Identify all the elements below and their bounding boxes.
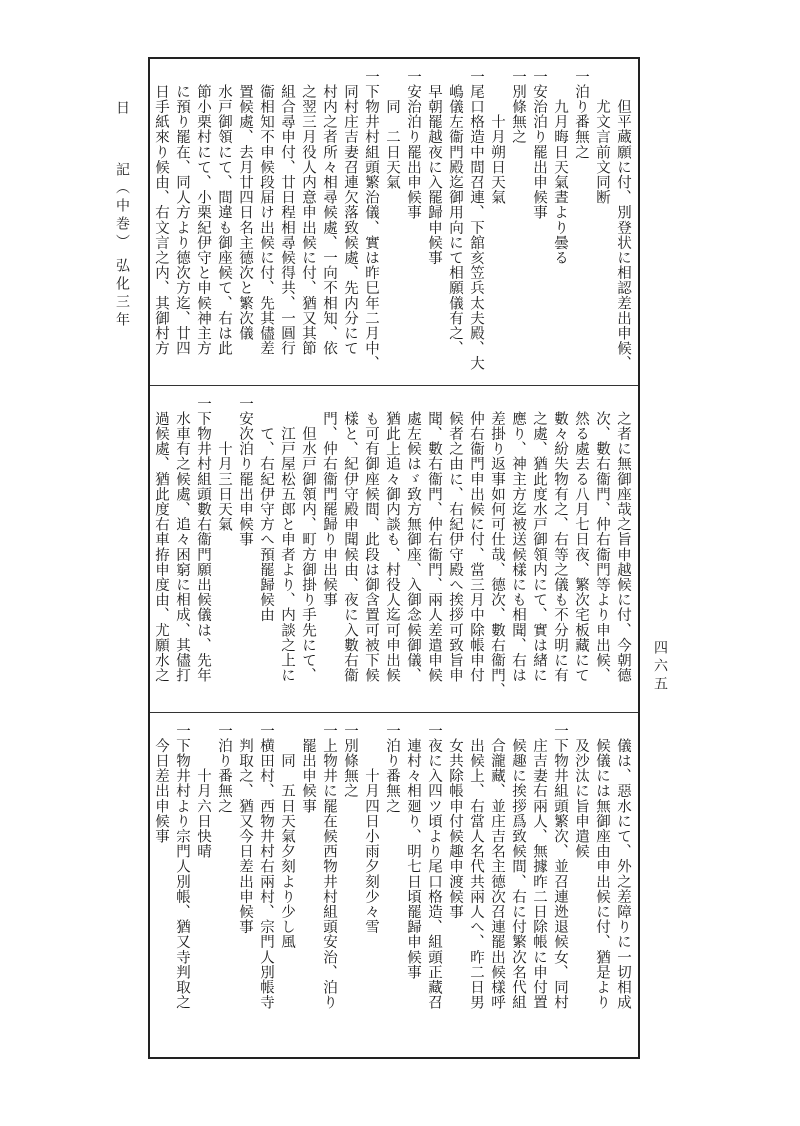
text-column: 庄吉妻右兩人、無據昨二日除帳に申付置 <box>531 723 547 1010</box>
text-column: 儀は、惡水にて、外之差障りに一切相成 <box>615 723 631 1010</box>
text-column: 之處、猶此度水戸御領内にて、實は緖に <box>531 396 547 683</box>
text-column: 一別條無之 <box>342 723 358 799</box>
page-number: 四六五 <box>652 640 668 694</box>
running-head-diary: 日 <box>114 100 130 118</box>
text-column: 一泊り番無之 <box>573 69 589 160</box>
text-column: 之翌三月役人内意申出候に付、猶又其節 <box>300 69 316 356</box>
text-column: 判取之、猶又今日差出申候事 <box>237 723 253 935</box>
text-column: 同村庄吉妻召連欠落致候處、先内分にて <box>342 69 358 356</box>
text-column: 差掛り返事如何可仕哉、德次、數右衞門、 <box>489 396 505 698</box>
text-column: 候儀には無御座由申出候に付、猶是より <box>594 723 610 1010</box>
text-column: 仲右衞門申出候に付、當三月中除帳申付 <box>468 396 484 683</box>
text-column: 十月三日天氣 <box>216 396 232 532</box>
text-column: 一下物井組頭繁次、並召連迯退候女、同村 <box>552 723 568 1010</box>
text-column: も可有御座候間、此段は御含置可被下候 <box>363 396 379 683</box>
text-column: 十月朔日天氣 <box>489 69 505 205</box>
text-column: 出候上、右當人名代共兩人へ、昨二日男 <box>468 723 484 1010</box>
text-column: 尤文言前文同断 <box>594 69 610 205</box>
text-column: 同 二日天氣 <box>384 69 400 190</box>
text-column: 但水戸御領内、町方御掛り手先にて、 <box>300 396 316 683</box>
text-column: 罷出申候事 <box>300 723 316 814</box>
text-column: 一安治泊り罷出申候事 <box>405 69 421 220</box>
text-band-lower <box>150 713 638 1039</box>
text-column: 村内之者所々相尋候處、一向不相知、依 <box>321 69 337 356</box>
text-column: 一横田村、西物井村右兩村、宗門人別帳寺 <box>258 723 274 1010</box>
text-band-upper <box>150 59 638 385</box>
text-column: て、右紀伊守方へ預罷歸候由 <box>258 396 274 623</box>
text-column: 候者之由に、右紀伊守殿へ挨拶可致旨申 <box>447 396 463 683</box>
text-column: 一夜に入四ツ頃より尾口格造、組頭正藏召 <box>426 723 442 1010</box>
text-column: 水車有之候處、追々困窮に相成、其儘打 <box>174 396 190 683</box>
text-column: 次、數右衞門、仲右衞門等より申出候、 <box>594 396 610 683</box>
text-column: 一尾口格造中間召連、下舘亥笠兵太夫殿、大 <box>468 69 484 371</box>
text-column: 一安次泊り罷出申候事 <box>237 396 253 547</box>
text-column: 十月六日快晴 <box>195 723 211 859</box>
text-column: 之者に無御座哉之旨申越候に付、今朝德 <box>615 396 631 683</box>
text-column: 節小栗村にて、小栗紀伊守と申候神主方 <box>195 69 211 356</box>
text-column: 一下物井村組頭數右衞門願出候儀は、先年 <box>195 396 211 683</box>
text-column: 合瀧藏、並庄吉名主德次召連罷出候樣呼 <box>489 723 505 1010</box>
text-column: 水戸御領にて、間違も御座候て、右は此 <box>216 69 232 356</box>
text-column: 一安治泊り罷出申候事 <box>531 69 547 220</box>
text-column: 候趣に挨拶爲致候間、右に付繁次名代組 <box>510 723 526 1010</box>
text-column: 同 五日天氣夕刻より少し風 <box>279 723 295 950</box>
text-column: 一上物井に罷在候西物井村組頭安治、泊り <box>321 723 337 1010</box>
text-column: 猶此上追々御内談も、村役人迄可申出候 <box>384 396 400 683</box>
text-column: 日手紙來り候由、右文言之内、其御村方 <box>153 69 169 356</box>
text-column: 數々紛失物有之、右等之儀も不分明に有 <box>552 396 568 683</box>
text-column: 一別條無之 <box>510 69 526 145</box>
text-column: 早朝罷越夜に入罷歸申候事 <box>426 69 442 266</box>
text-column: 十月四日小雨夕刻少々雪 <box>363 723 379 935</box>
text-column: 一下物井村組頭繁治儀、實は昨巳年二月中、 <box>363 69 379 371</box>
text-column: 女共除帳申付候趣申渡候事 <box>447 723 463 920</box>
text-column: 衞相知不申候段届け出候に付、先其儘差 <box>258 69 274 356</box>
text-column: 樣と、紀伊守殿申聞候由、夜に入數右衞 <box>342 396 358 683</box>
text-column: 置候處、去月廿四日名主德次と繁次儀 <box>237 69 253 341</box>
text-column: 一泊り番無之 <box>216 723 232 814</box>
text-column: 及沙汰に旨申遣候 <box>573 723 589 859</box>
text-column: 門、仲右衞門罷歸り申出候事 <box>321 396 337 608</box>
text-column: 但平蔵願に付、別登状に相認差出申候、 <box>615 69 631 371</box>
text-column: 組合尋申付、廿日程相尋候得共、一圓行 <box>279 69 295 356</box>
text-column: 一下物井村より宗門人別帳、猶又寺判取之 <box>174 723 190 1010</box>
text-column: 過候處、猶此度右車拵申度由、尤願水之 <box>153 396 169 683</box>
text-column: 聞、數右衞門、仲右衞門、兩人差遣申候 <box>426 396 442 683</box>
running-head-year: 弘化三年 <box>114 258 130 330</box>
text-band-middle <box>150 386 638 712</box>
text-column: 一泊り番無之 <box>384 723 400 814</box>
text-column: 嶋儀左衞門殿迄御用向にて相願儀有之、 <box>447 69 463 356</box>
text-column: 處左候はゞ致方無御座、入御念候御儀、 <box>405 396 421 683</box>
text-column: 應り、神主方迄被送候樣にも相聞、右は <box>510 396 526 683</box>
running-head-volume: 記（中巻） <box>114 162 130 252</box>
text-column: 連村々相廻り、明七日頃罷歸申候事 <box>405 723 421 980</box>
text-column: に預り罷在、同人方より德次方迄、廿四 <box>174 69 190 356</box>
text-column: 今日差出申候事 <box>153 723 169 844</box>
text-column: 然る處去る八月七日夜、繁次宅板藏にて <box>573 396 589 683</box>
text-column: 九月晦日天氣晝より曇る <box>552 69 568 266</box>
text-column: 江戸屋松五郎と申者より、内談之上に <box>279 396 295 683</box>
